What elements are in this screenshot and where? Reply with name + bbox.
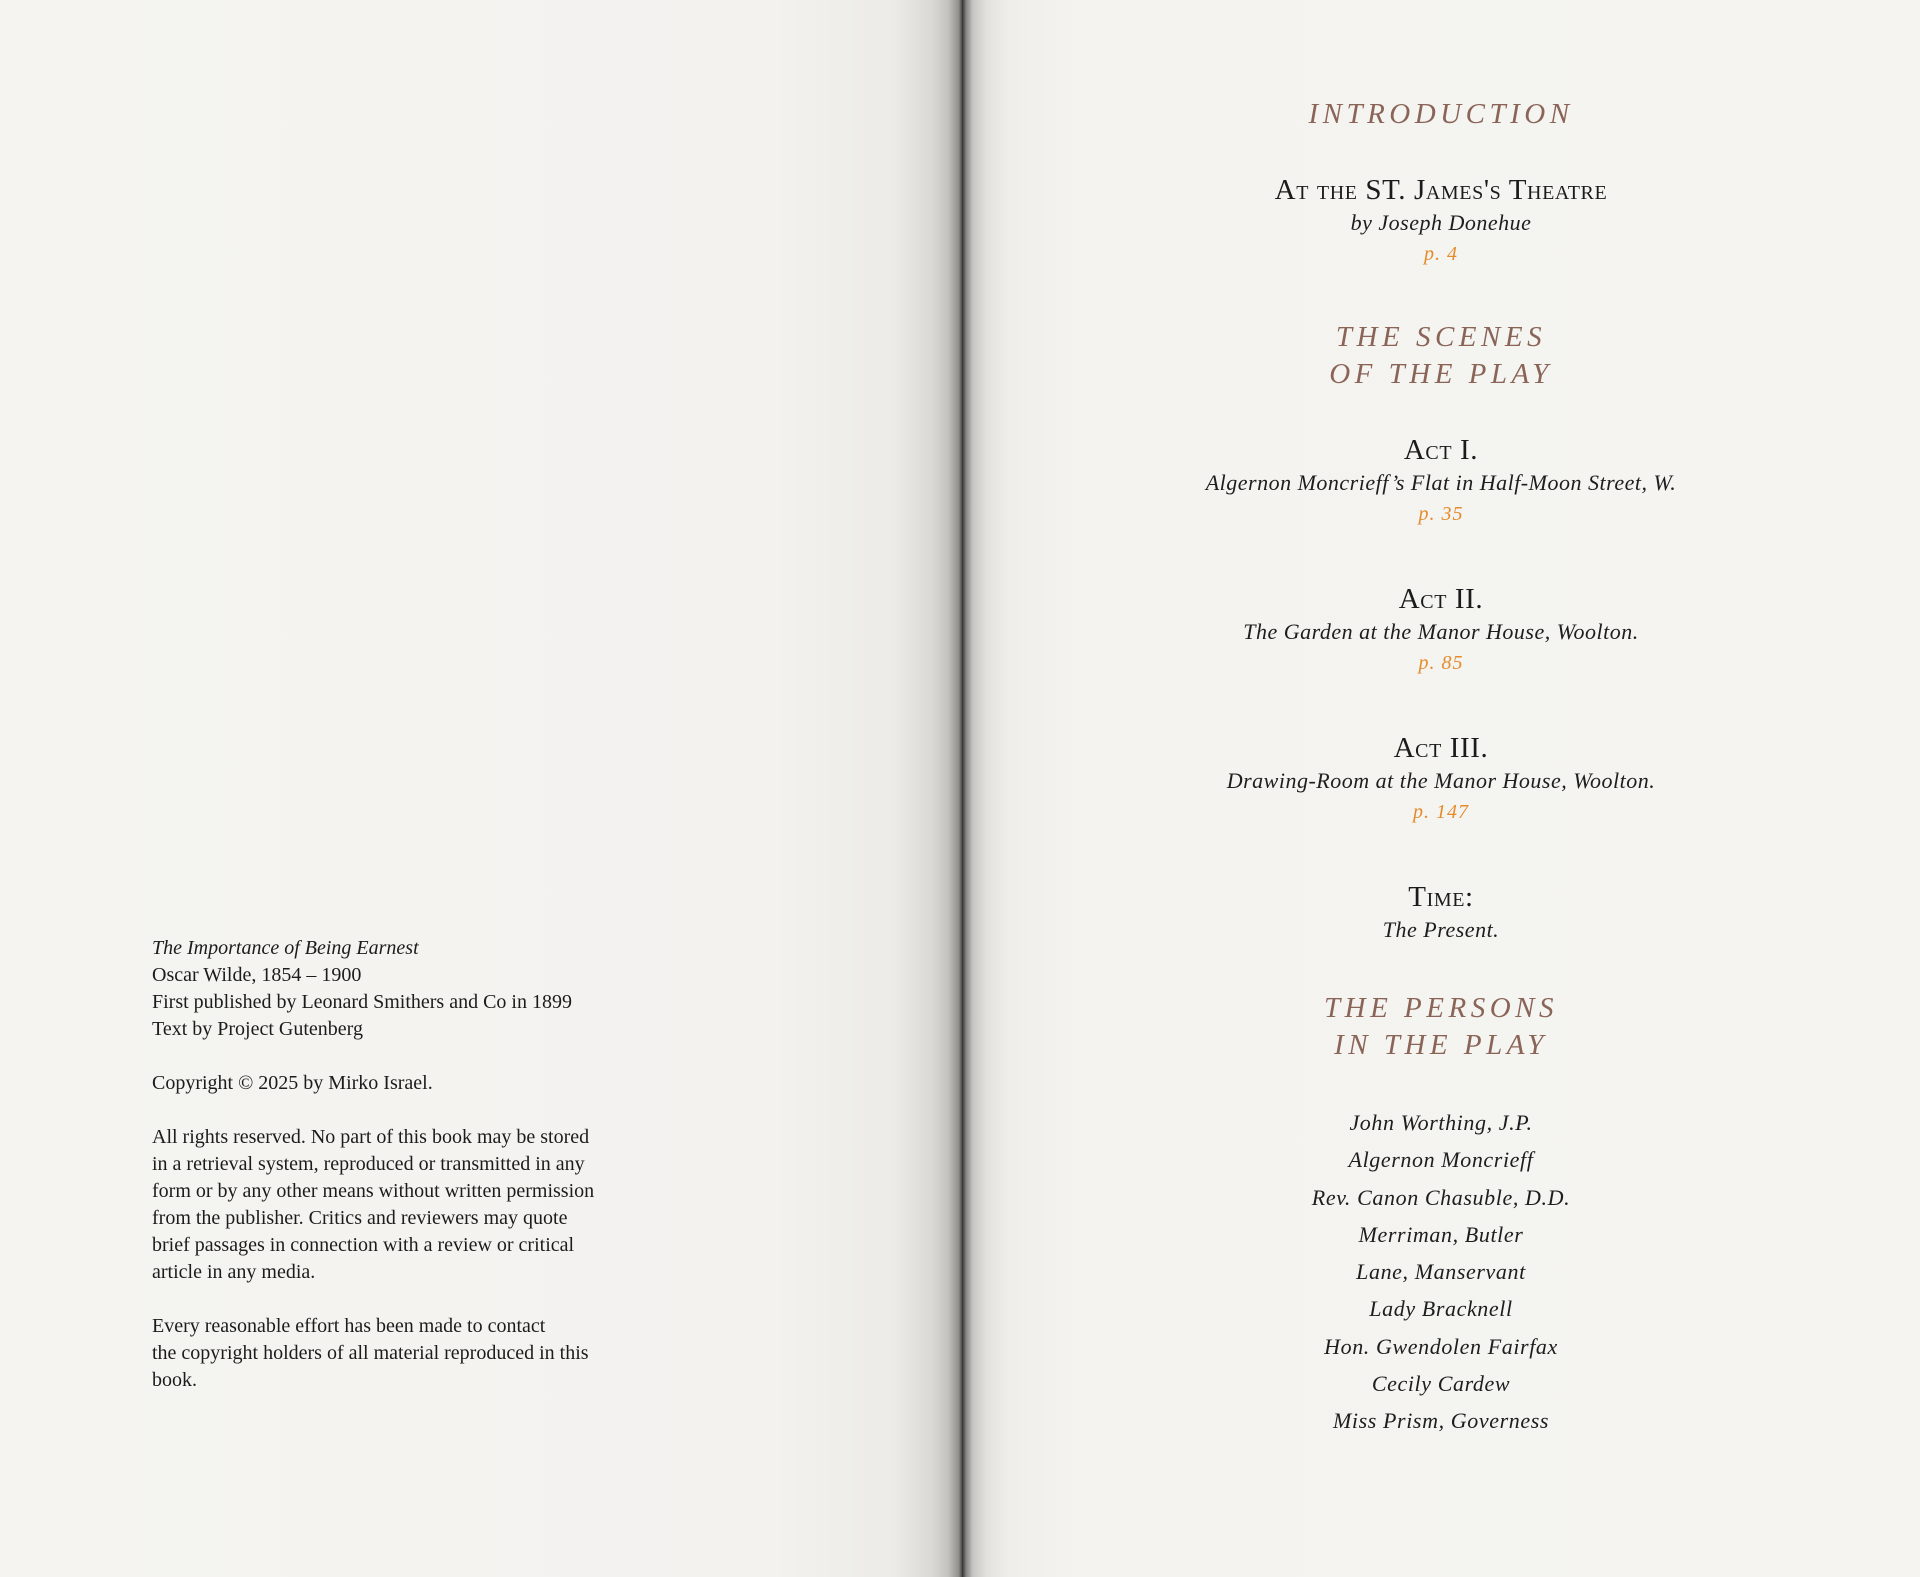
- act-1-entry[interactable]: [962, 432, 1920, 528]
- colophon-rights-line: All rights reserved. No part of this book may be stored: [152, 1126, 590, 1148]
- colophon-rights-line: in a retrieval system, reproduced or transmitted in any: [152, 1153, 585, 1175]
- colophon-copyright: Copyright © 2025 by Mirko Israel.: [152, 1072, 433, 1094]
- persons-section: [962, 990, 1920, 1064]
- persons-heading-line: IN THE PLAY: [1334, 1029, 1548, 1061]
- persons-heading-line: THE PERSONS: [1324, 992, 1558, 1024]
- colophon-rights-line: form or by any other means without written permission: [152, 1180, 595, 1202]
- colophon-effort-line: book.: [152, 1369, 197, 1391]
- introduction-entry-subtitle: by Joseph Donehue: [1350, 210, 1532, 235]
- colophon-effort-line: the copyright holders of all material reproduced in this: [152, 1342, 589, 1364]
- person-item: Rev. Canon Chasuble, D.D.: [1311, 1184, 1571, 1210]
- person-item: Lady Bracknell: [1369, 1296, 1513, 1322]
- act-2-entry[interactable]: [962, 581, 1920, 677]
- person-item: Lane, Manservant: [1356, 1259, 1526, 1285]
- introduction-entry-title: At the ST. James's Theatre: [1274, 174, 1608, 206]
- time-entry: [962, 879, 1920, 945]
- act-3-page: p. 147: [1413, 801, 1469, 823]
- act-3-entry[interactable]: [962, 730, 1920, 826]
- person-item: Miss Prism, Governess: [1332, 1408, 1550, 1434]
- colophon-rights-paragraph: [152, 1124, 682, 1286]
- colophon-book-title: The Importance of Being Earnest: [152, 937, 419, 959]
- time-title: Time:: [1408, 881, 1474, 913]
- colophon-rights-line: article in any media.: [152, 1261, 316, 1283]
- colophon-effort-line: Every reasonable effort has been made to contact: [152, 1315, 546, 1337]
- act-2-page: p. 85: [1418, 652, 1464, 674]
- time-subtitle: The Present.: [1382, 917, 1500, 942]
- colophon: [152, 935, 682, 1394]
- colophon-copyright-paragraph: [152, 1070, 682, 1097]
- act-2-subtitle: The Garden at the Manor House, Woolton.: [1243, 619, 1639, 644]
- act-2-title: Act II.: [1398, 583, 1484, 615]
- act-1-subtitle: Algernon Moncrieff’s Flat in Half-Moon Street, W.: [1205, 470, 1677, 495]
- colophon-text-source: Text by Project Gutenberg: [152, 1018, 363, 1040]
- colophon-rights-line: from the publisher. Critics and reviewers may quote: [152, 1207, 568, 1229]
- colophon-published: First published by Leonard Smithers and Co in 1899: [152, 991, 572, 1013]
- person-item: John Worthing, J.P.: [1349, 1110, 1533, 1135]
- introduction-heading: INTRODUCTION: [1308, 98, 1574, 130]
- person-item: Hon. Gwendolen Fairfax: [1324, 1333, 1558, 1359]
- colophon-author: Oscar Wilde, 1854 – 1900: [152, 964, 362, 986]
- scenes-section: [962, 319, 1920, 393]
- act-3-subtitle: Drawing-Room at the Manor House, Woolton.: [1226, 768, 1656, 793]
- persons-list: [962, 1104, 1920, 1440]
- colophon-rights-line: brief passages in connection with a review or critical: [152, 1234, 575, 1256]
- introduction-entry[interactable]: [962, 172, 1920, 268]
- act-3-title: Act III.: [1393, 732, 1489, 764]
- person-item: Cecily Cardew: [1371, 1371, 1511, 1397]
- person-item: Algernon Moncrieff: [1348, 1147, 1534, 1173]
- introduction-section: [962, 96, 1920, 133]
- introduction-entry-page: p. 4: [1424, 243, 1458, 265]
- act-1-page: p. 35: [1418, 503, 1464, 525]
- act-1-title: Act I.: [1403, 434, 1479, 466]
- colophon-effort-paragraph: [152, 1313, 682, 1394]
- person-item: Merriman, Butler: [1358, 1221, 1524, 1247]
- scenes-heading-line: THE SCENES: [1335, 321, 1547, 353]
- scenes-heading-line: OF THE PLAY: [1329, 358, 1553, 390]
